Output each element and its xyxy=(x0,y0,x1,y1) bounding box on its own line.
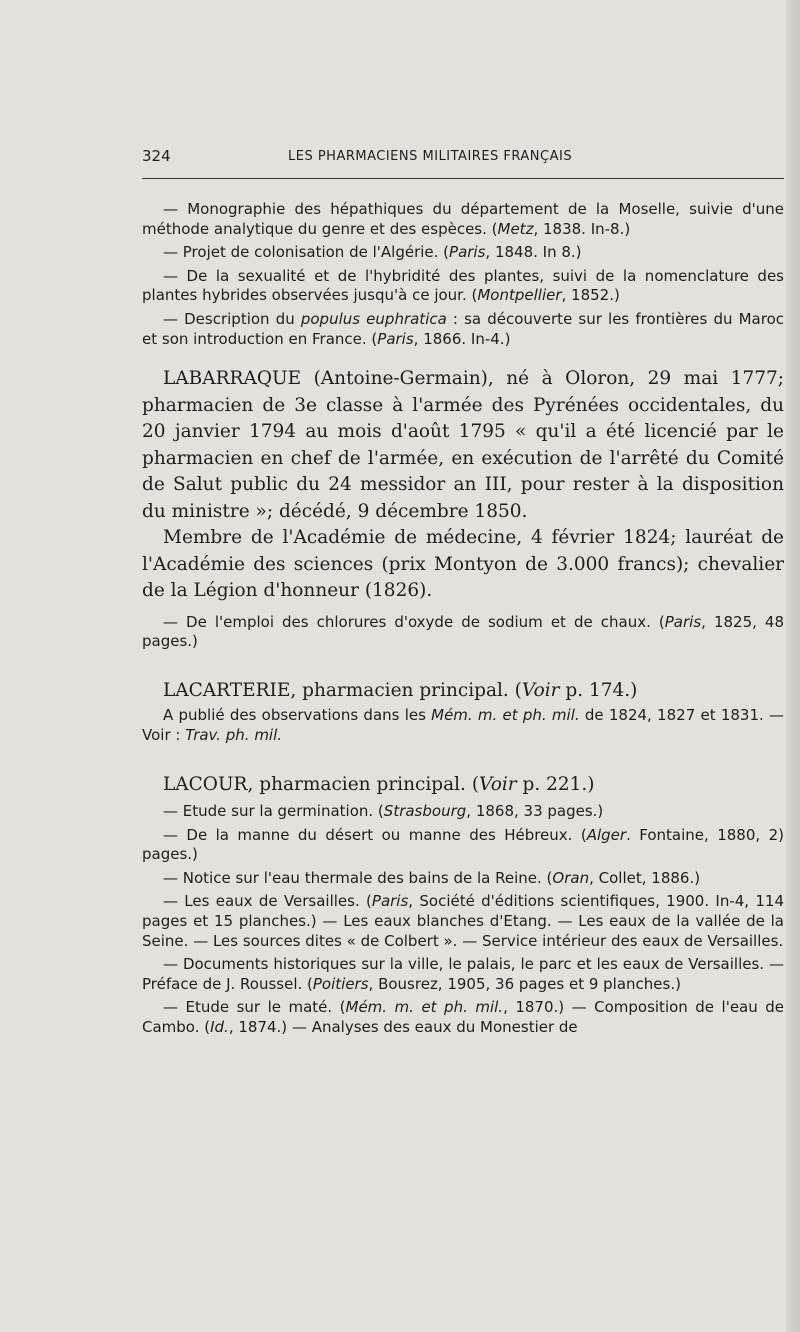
header-rule xyxy=(142,178,784,179)
lacour-heading: LACOUR, pharmacien principal. (Voir p. 221.) xyxy=(163,773,595,795)
work-entry: — De la sexualité et de l'hybridité des plantes, suivi de la nomenclature des plantes hybrides observées jusqu'à ce jour. (Montpellier, 1852.) xyxy=(142,266,784,305)
page-header xyxy=(142,147,782,171)
page-body xyxy=(142,200,784,1038)
lacour-work: — Etude sur le maté. (Mém. m. et ph. mil., 1870.) — Composition de l'eau de Cambo. (Id., 1874.) — Analyses des eaux du Monestier de xyxy=(142,998,784,1036)
work-entry: — Projet de colonisation de l'Algérie. (Paris, 1848. In 8.) xyxy=(163,243,582,262)
lacarterie-heading: LACARTERIE, pharmacien principal. (Voir p. 174.) xyxy=(163,679,638,701)
labarraque-work: — De l'emploi des chlorures d'oxyde de sodium et de chaux. (Paris, 1825, 48 pages.) xyxy=(142,612,785,651)
lacour-work: — Etude sur la germination. (Strasbourg, 1868, 33 pages.) xyxy=(163,802,604,821)
lacour-work: — Notice sur l'eau thermale des bains de la Reine. (Oran, Collet, 1886.) xyxy=(163,868,701,887)
labarraque-honors: Membre de l'Académie de médecine, 4 février 1824; lauréat de l'Académie des sciences (prix Montyon de 3.000 francs); chevalier de la Légion d'honneur (1826). xyxy=(142,527,784,602)
lacour-work: — De la manne du désert ou manne des Hébreux. (Alger. Fontaine, 1880, 2) pages.) xyxy=(142,825,784,864)
work-entry: — Monographie des hépathiques du département de la Moselle, suivie d'une méthode analytique du genre et des espèces. (Metz, 1838. In-8.) xyxy=(142,200,784,238)
running-title: LES PHARMACIENS MILITAIRES FRANÇAIS xyxy=(288,149,573,164)
lacarterie-text: A publié des observations dans les Mém. m. et ph. mil. de 1824, 1827 et 1831. — Voir : Trav. ph. mil. xyxy=(142,706,785,744)
work-entry: — Description du populus euphratica : sa découverte sur les frontières du Maroc et son introduction en France. (Paris, 1866. In-4.) xyxy=(142,309,784,348)
page-number: 324 xyxy=(142,147,171,165)
lacour-work: — Les eaux de Versailles. (Paris, Société d'éditions scientifiques, 1900. In-4, 114 pages et 15 planches.) — Les eaux blanches d'Etang. — Les eaux de la vallée de la Seine. — Les sources dites « de Colbert ». — Service intérieur des eaux de Versailles. xyxy=(142,892,785,950)
page-edge-shadow xyxy=(786,0,800,1332)
lacour-work: — Documents historiques sur la ville, le palais, le parc et les eaux de Versailles. — Préface de J. Roussel. (Poitiers, Bousrez, 1905, 36 pages et 9 planches.) xyxy=(142,955,784,993)
labarraque-biography: LABARRAQUE (Antoine-Germain), né à Oloron, 29 mai 1777; pharmacien de 3e classe à l'armée des Pyrénées occidentales, du 20 janvier 1794 au mois d'août 1795 « qu'il a été licencié par le pharmacien en chef de l'armée, en exécution de l'arrêté du Comité de Salut public du 24 messidor an III, pour rester à la disposition du ministre »; décédé, 9 décembre 1850. xyxy=(142,368,784,522)
